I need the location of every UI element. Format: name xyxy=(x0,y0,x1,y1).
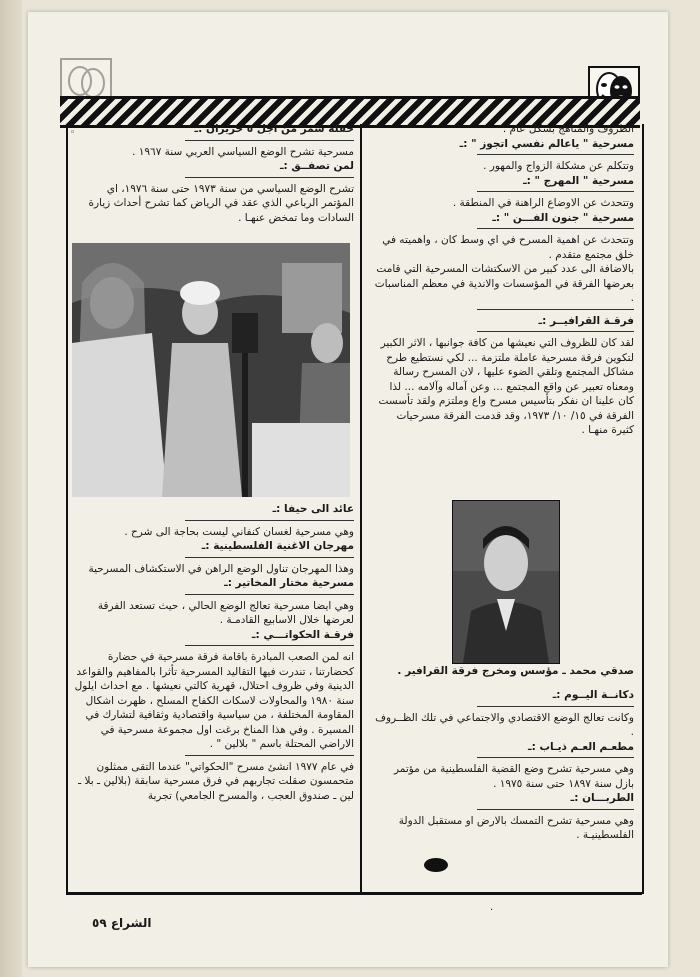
paragraph: الظروف والمناهج بشكل عام . xyxy=(502,123,634,135)
separator-rule xyxy=(185,755,354,756)
separator-rule xyxy=(185,520,354,521)
paragraph: في عام ١٩٧٧ انشئ مسرح "الحكواتي" عندما التقى ممثلون متحمسون صقلت تجاربهم في فرق مسرحية سابقة (بلالين ـ بلا ـ لين ـ صندوق العجب ، والمسرح الجامعي) تجربة xyxy=(78,760,354,802)
paragraph: تشرح الوضع السياسي من سنة ١٩٧٣ حتى سنة ١٩٧٦، اي المؤتمر الرباعي الذي عقد في الرياض كما تشرح أحداث زيارة السادات وما تمخض عنهـا . xyxy=(88,182,354,224)
section-heading: مسرحية " المهرج " :ـ xyxy=(523,174,634,187)
paragraph: وهذا المهرجان تناول الوضع الراهن في الاستكشاف المسرحية xyxy=(88,562,354,575)
page-marker: · xyxy=(490,905,494,916)
page-footer: الشراع ٥٩ xyxy=(92,916,152,930)
paragraph: مسرحية تشرح الوضع السياسي العربي سنة ١٩٦٧ . xyxy=(132,145,354,158)
paragraph: وتتكلم عن مشكلة الزواج والمهور . xyxy=(483,160,634,172)
portrait-caption: صدقي محمد ـ مؤسس ومخرج فرقة القرافير . xyxy=(397,665,634,677)
paragraph: وهي ايضا مسرحية تعالج الوضع الحالي ، حيث تستعد الفرقة لعرضها خلال الاسابيع القادمـة . xyxy=(97,599,354,626)
paragraph: وتتحدث عن اهمية المسرح في اي وسط كان ، واهميته في خلق مجتمع متقدم . xyxy=(382,234,634,261)
separator-rule xyxy=(185,140,354,141)
ink-blot xyxy=(424,858,448,872)
section-heading: مسرحية " ياعالم نفسي اتجوز " :ـ xyxy=(459,137,634,150)
paragraph: وهي مسرحية لغسان كنفاني ليست بحاجة الى شرح . xyxy=(124,525,354,538)
separator-rule xyxy=(477,706,634,707)
paragraph: وهي مسرحية تشرح وضع القضية الفلسطينية من مؤتمر بازل سنة ١٨٩٧ حتى سنة ١٩٧٥ . xyxy=(393,763,634,790)
separator-rule xyxy=(477,309,634,310)
paragraph: لقد كان للظروف التي نعيشها من كافة جوانبها ، الاثر الكبير لتكوين فرقة مسرحية عاملة ملتزمة ... لكي نستطيع طرح مشاكل المجتمع وتلقي الضوء عليها ، لان المسرح رسالة ومعناه تعبير عن واقع المجتمع ... وعن آماله وآلامه ... لذا كان علينا ان نفكر بتأسيس مسرح واع وملتزم ولقد تأسست الفرقة في ١٥/ ١٠/ ١٩٧٣، وقد قدمت الفرقة مسرحيات كثيرة منهـا . xyxy=(378,337,634,436)
section-heading: مطعـم العـم ذيـاب :ـ xyxy=(528,740,634,753)
portrait-photo xyxy=(452,500,560,664)
separator-rule xyxy=(477,331,634,332)
separator-rule xyxy=(477,154,634,155)
bottom-rule xyxy=(66,892,642,895)
separator-rule xyxy=(477,757,634,758)
separator-rule xyxy=(185,594,354,595)
binding-strip xyxy=(0,0,22,977)
left-column-bottom xyxy=(72,502,354,803)
section-heading: مسرحية " جنون الفـــن " :ـ xyxy=(492,211,634,224)
section-heading: فرقـة الحكواتـــي :ـ xyxy=(251,628,354,641)
separator-rule xyxy=(477,191,634,192)
column-divider xyxy=(360,124,362,894)
right-column-lower xyxy=(372,688,634,843)
bullet-marker: ◦ xyxy=(70,128,76,138)
section-heading: دكانــة اليــوم :ـ xyxy=(552,689,634,701)
paragraph: انه لمن الصعب المبادرة باقامة فرقة مسرحية في حضارة كحضارتنا ، تندرت فيها التقاليد المسرحية تأثرا بالمفاهيم والقواعد الدينية وفي ظروف احتلال، قهرية كالتي نعيشها . مع احداث ايلول سنة ١٩٨٠ والمحاولات لاسكات الكفاح المسلح ، ظهرت اشكال المقاومة المختلفة ، من سياسية واقتصادية وثقافية لتشارك في المسيرة . وفي هذا المناخ برغت اول مجموعة مسرحية في الاراضي المحتلة باسم " بلالين " . xyxy=(74,651,354,750)
right-column xyxy=(372,122,634,438)
paragraph: وتتحدث عن الاوضاع الراهنة في المنطقة . xyxy=(452,197,634,209)
separator-rule xyxy=(477,228,634,229)
separator-rule xyxy=(477,809,634,810)
paragraph: وهي مسرحية تشرح التمسك بالارض او مستقبل الدولة الفلسطينيـة . xyxy=(398,814,634,841)
separator-rule xyxy=(185,557,354,558)
section-heading: لمن تصفــق :ـ xyxy=(279,160,354,172)
section-heading: مسرحية مختار المخاتير :ـ xyxy=(224,577,354,589)
section-heading: فرقـة القرافيــر :ـ xyxy=(538,314,634,327)
section-heading: حفلة سمر من اجل ٥ حزيران :ـ xyxy=(194,123,354,135)
section-heading: الطربـــان :ـ xyxy=(570,792,634,804)
separator-rule xyxy=(185,177,354,178)
paragraph: وكانت تعالج الوضع الاقتصادي والاجتماعي في تلك الظــروف . xyxy=(375,711,634,738)
theatre-scene-photo xyxy=(72,243,350,497)
paragraph: بالاضافة الى عدد كبير من الاسكتشات المسرحية التي قامت بعرضها الفرقة في المؤسسات والاندية في معظم المناسبات . xyxy=(374,263,634,304)
section-heading: عائد الى حيفا :ـ xyxy=(272,503,354,515)
section-heading: مهرجان الاغنية الفلسطينية :ـ xyxy=(201,540,354,552)
separator-rule xyxy=(185,645,354,646)
left-column-top xyxy=(72,122,354,225)
